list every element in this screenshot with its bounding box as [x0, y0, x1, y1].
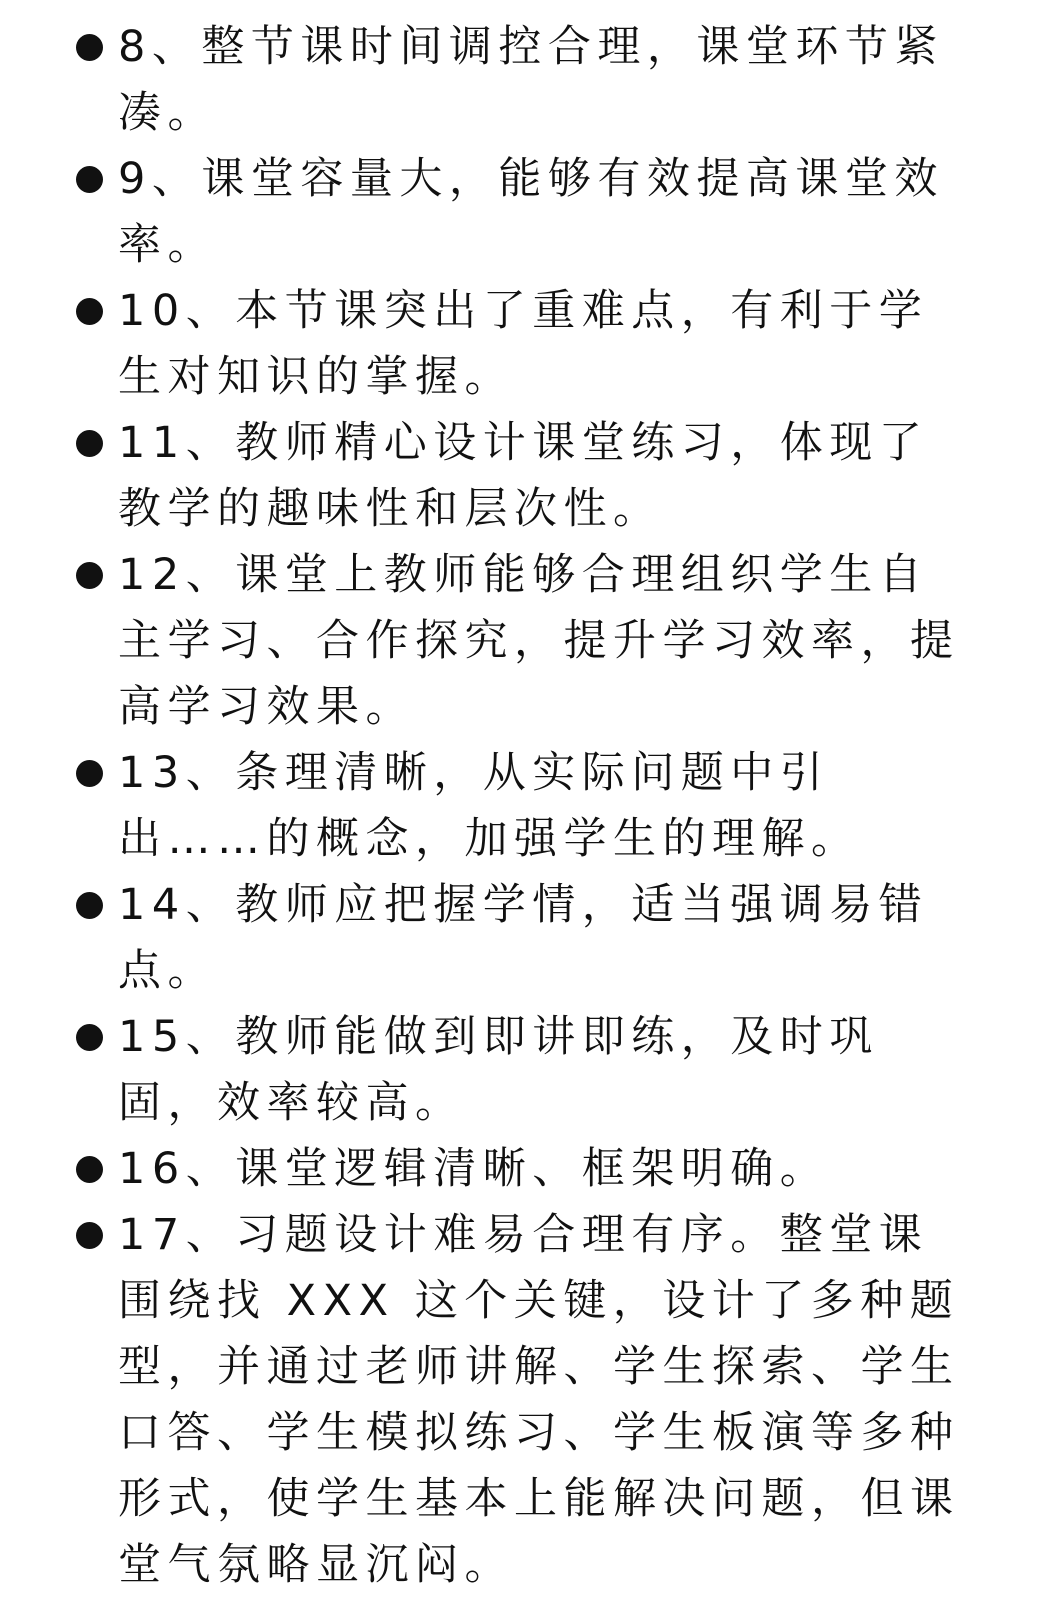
- list-item: [0, 1004, 1060, 1136]
- bullet-icon: [76, 166, 103, 193]
- list-item-text: 15、教师能做到即讲即练，及时巩固，效率较高。: [118, 1012, 879, 1128]
- bullet-icon: [76, 1222, 103, 1249]
- comment-list: [0, 14, 1060, 1598]
- bullet-icon: [76, 562, 103, 589]
- list-item-text: 11、教师精心设计课堂练习，体现了教学的趣味性和层次性。: [118, 418, 929, 534]
- bullet-icon: [76, 298, 103, 325]
- list-item: [0, 542, 1060, 740]
- list-item-text: 10、本节课突出了重难点，有利于学生对知识的掌握。: [118, 286, 929, 402]
- bullet-icon: [76, 1156, 103, 1183]
- list-item-text: 9、课堂容量大，能够有效提高课堂效率。: [118, 154, 944, 270]
- list-item: [0, 14, 1060, 146]
- list-item-text: 16、课堂逻辑清晰、框架明确。: [118, 1144, 830, 1194]
- list-item: [0, 740, 1060, 872]
- list-item-text: 17、习题设计难易合理有序。整堂课围绕找 XXX 这个关键，设计了多种题型，并通过老师讲解、学生探索、学生口答、学生模拟练习、学生板演等多种形式，使学生基本上能解决问题，但课堂气氛略显沉闷。: [118, 1210, 960, 1590]
- list-item-text: 13、条理清晰，从实际问题中引出……的概念，加强学生的理解。: [118, 748, 861, 864]
- list-item: [0, 1136, 1060, 1202]
- list-item: [0, 872, 1060, 1004]
- list-item: [0, 146, 1060, 278]
- list-item: [0, 410, 1060, 542]
- bullet-icon: [76, 430, 103, 457]
- list-item: [0, 278, 1060, 410]
- bullet-icon: [76, 34, 103, 61]
- bullet-icon: [76, 760, 103, 787]
- list-item-text: 12、课堂上教师能够合理组织学生自主学习、合作探究，提升学习效率，提高学习效果。: [118, 550, 960, 732]
- list-item-text: 14、教师应把握学情，适当强调易错点。: [118, 880, 929, 996]
- bullet-icon: [76, 892, 103, 919]
- bullet-icon: [76, 1024, 103, 1051]
- list-item-text: 8、整节课时间调控合理，课堂环节紧凑。: [118, 22, 944, 138]
- list-item: [0, 1202, 1060, 1598]
